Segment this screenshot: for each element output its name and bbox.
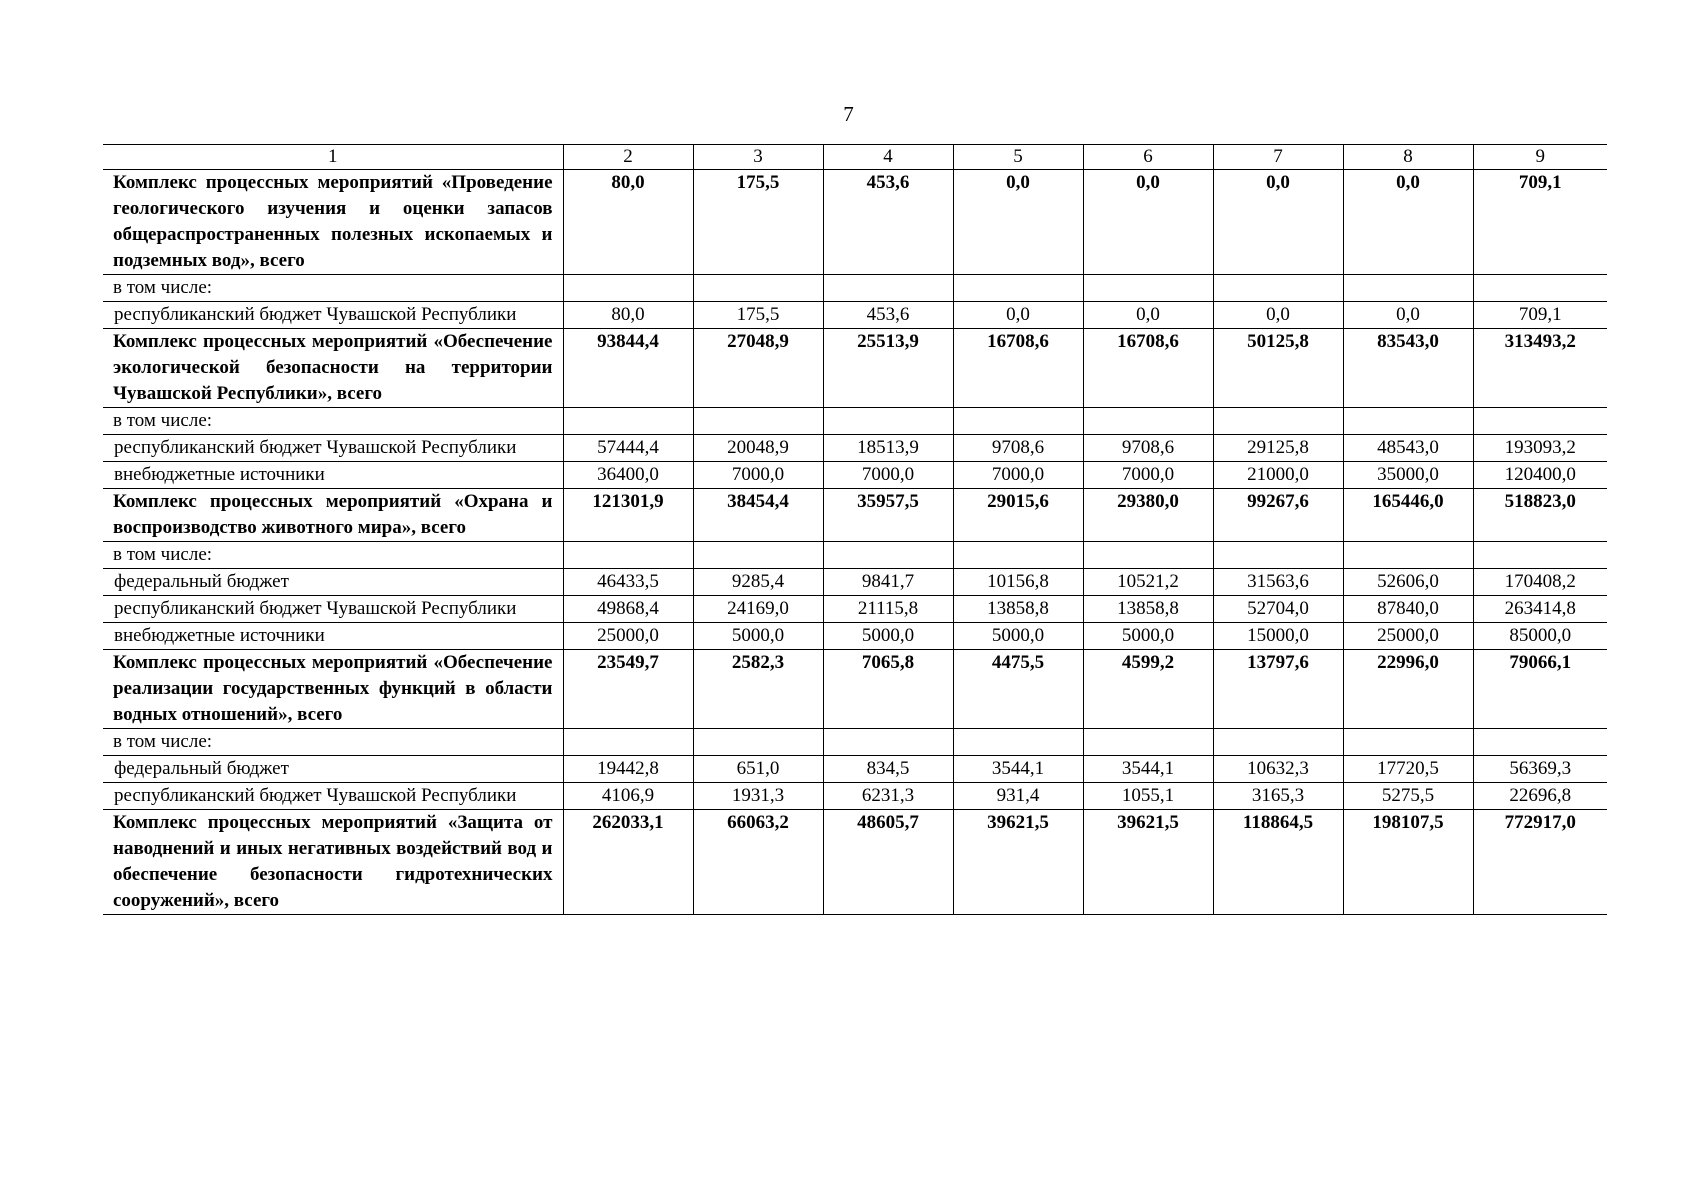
value-cell: 651,0 (693, 756, 823, 783)
value-cell: 87840,0 (1343, 596, 1473, 623)
row-label: Комплекс процессных мероприятий «Обеспечение экологической безопасности на территории Чувашской Республики», всего (103, 329, 563, 408)
value-cell: 29015,6 (953, 489, 1083, 542)
value-cell: 57444,4 (563, 435, 693, 462)
value-cell: 0,0 (1213, 302, 1343, 329)
value-cell: 29125,8 (1213, 435, 1343, 462)
value-cell (1343, 275, 1473, 302)
value-cell (823, 408, 953, 435)
column-header-7: 7 (1213, 145, 1343, 170)
value-cell: 7065,8 (823, 650, 953, 729)
value-cell: 5000,0 (693, 623, 823, 650)
value-cell (563, 408, 693, 435)
row-label: внебюджетные источники (103, 462, 563, 489)
value-cell: 3544,1 (1083, 756, 1213, 783)
page-number: 7 (843, 102, 854, 126)
value-cell (823, 275, 953, 302)
value-cell (693, 275, 823, 302)
value-cell: 9841,7 (823, 569, 953, 596)
value-cell: 931,4 (953, 783, 1083, 810)
value-cell: 4475,5 (953, 650, 1083, 729)
value-cell (953, 729, 1083, 756)
value-cell: 46433,5 (563, 569, 693, 596)
table-row (103, 329, 1607, 408)
column-header-8: 8 (1343, 145, 1473, 170)
value-cell: 2582,3 (693, 650, 823, 729)
value-cell: 709,1 (1473, 302, 1607, 329)
budget-table (103, 144, 1607, 915)
value-cell (1343, 408, 1473, 435)
value-cell: 198107,5 (1343, 810, 1473, 915)
table-row (103, 275, 1607, 302)
value-cell (1343, 542, 1473, 569)
value-cell (563, 729, 693, 756)
value-cell (1473, 729, 1607, 756)
value-cell (823, 729, 953, 756)
row-label: федеральный бюджет (103, 756, 563, 783)
value-cell: 48543,0 (1343, 435, 1473, 462)
value-cell (1473, 275, 1607, 302)
value-cell: 4599,2 (1083, 650, 1213, 729)
value-cell (953, 542, 1083, 569)
table-row (103, 302, 1607, 329)
value-cell: 13858,8 (953, 596, 1083, 623)
value-cell: 6231,3 (823, 783, 953, 810)
table-header-row (103, 145, 1607, 170)
table-row (103, 756, 1607, 783)
value-cell: 48605,7 (823, 810, 953, 915)
value-cell (1213, 275, 1343, 302)
table-row (103, 623, 1607, 650)
value-cell: 19442,8 (563, 756, 693, 783)
value-cell (1473, 408, 1607, 435)
value-cell: 175,5 (693, 170, 823, 275)
value-cell: 25513,9 (823, 329, 953, 408)
value-cell: 3544,1 (953, 756, 1083, 783)
value-cell: 39621,5 (1083, 810, 1213, 915)
value-cell (1083, 408, 1213, 435)
value-cell: 453,6 (823, 302, 953, 329)
value-cell: 21000,0 (1213, 462, 1343, 489)
column-header-1: 1 (103, 145, 563, 170)
value-cell: 36400,0 (563, 462, 693, 489)
value-cell: 165446,0 (1343, 489, 1473, 542)
value-cell: 27048,9 (693, 329, 823, 408)
row-label: республиканский бюджет Чувашской Республики (103, 435, 563, 462)
value-cell: 22696,8 (1473, 783, 1607, 810)
value-cell (1473, 542, 1607, 569)
value-cell: 49868,4 (563, 596, 693, 623)
row-label: в том числе: (103, 542, 563, 569)
row-label: Комплекс процессных мероприятий «Проведение геологического изучения и оценки запасов общераспространенных полезных ископаемых и подземных вод», всего (103, 170, 563, 275)
table-row (103, 462, 1607, 489)
value-cell: 16708,6 (953, 329, 1083, 408)
column-header-9: 9 (1473, 145, 1607, 170)
value-cell: 7000,0 (1083, 462, 1213, 489)
value-cell (823, 542, 953, 569)
value-cell (563, 275, 693, 302)
value-cell: 13858,8 (1083, 596, 1213, 623)
value-cell: 13797,6 (1213, 650, 1343, 729)
row-label: республиканский бюджет Чувашской Республики (103, 783, 563, 810)
column-header-3: 3 (693, 145, 823, 170)
value-cell: 7000,0 (953, 462, 1083, 489)
value-cell: 56369,3 (1473, 756, 1607, 783)
table-row (103, 542, 1607, 569)
value-cell (693, 542, 823, 569)
value-cell: 99267,6 (1213, 489, 1343, 542)
value-cell: 10156,8 (953, 569, 1083, 596)
value-cell (1083, 542, 1213, 569)
value-cell: 5000,0 (823, 623, 953, 650)
value-cell: 772917,0 (1473, 810, 1607, 915)
value-cell: 0,0 (1343, 170, 1473, 275)
table-row (103, 596, 1607, 623)
table-row (103, 435, 1607, 462)
row-label: в том числе: (103, 408, 563, 435)
value-cell: 4106,9 (563, 783, 693, 810)
value-cell: 5000,0 (953, 623, 1083, 650)
value-cell: 21115,8 (823, 596, 953, 623)
table-row (103, 170, 1607, 275)
value-cell: 834,5 (823, 756, 953, 783)
value-cell: 1055,1 (1083, 783, 1213, 810)
value-cell: 313493,2 (1473, 329, 1607, 408)
table-row (103, 810, 1607, 915)
value-cell: 0,0 (1213, 170, 1343, 275)
row-label: Комплекс процессных мероприятий «Защита от наводнений и иных негативных воздействий вод и обеспечение безопасности гидротехнических сооружений», всего (103, 810, 563, 915)
row-label: республиканский бюджет Чувашской Республики (103, 302, 563, 329)
value-cell: 52606,0 (1343, 569, 1473, 596)
value-cell: 193093,2 (1473, 435, 1607, 462)
value-cell: 80,0 (563, 302, 693, 329)
value-cell: 52704,0 (1213, 596, 1343, 623)
value-cell: 23549,7 (563, 650, 693, 729)
table-row (103, 783, 1607, 810)
row-label: федеральный бюджет (103, 569, 563, 596)
value-cell: 29380,0 (1083, 489, 1213, 542)
value-cell: 50125,8 (1213, 329, 1343, 408)
value-cell (1083, 729, 1213, 756)
value-cell: 83543,0 (1343, 329, 1473, 408)
value-cell (1083, 275, 1213, 302)
value-cell: 10632,3 (1213, 756, 1343, 783)
value-cell: 9708,6 (953, 435, 1083, 462)
value-cell: 80,0 (563, 170, 693, 275)
value-cell: 17720,5 (1343, 756, 1473, 783)
value-cell: 20048,9 (693, 435, 823, 462)
row-label: республиканский бюджет Чувашской Республики (103, 596, 563, 623)
value-cell: 35000,0 (1343, 462, 1473, 489)
value-cell: 0,0 (1083, 302, 1213, 329)
value-cell (1213, 729, 1343, 756)
row-label: Комплекс процессных мероприятий «Охрана и воспроизводство животного мира», всего (103, 489, 563, 542)
table-row (103, 729, 1607, 756)
value-cell: 121301,9 (563, 489, 693, 542)
value-cell: 709,1 (1473, 170, 1607, 275)
table-row (103, 569, 1607, 596)
value-cell (563, 542, 693, 569)
value-cell: 15000,0 (1213, 623, 1343, 650)
column-header-2: 2 (563, 145, 693, 170)
value-cell: 0,0 (1343, 302, 1473, 329)
row-label: в том числе: (103, 275, 563, 302)
row-label: внебюджетные источники (103, 623, 563, 650)
value-cell: 175,5 (693, 302, 823, 329)
value-cell: 1931,3 (693, 783, 823, 810)
value-cell (1213, 542, 1343, 569)
value-cell: 518823,0 (1473, 489, 1607, 542)
table-row (103, 408, 1607, 435)
value-cell: 22996,0 (1343, 650, 1473, 729)
value-cell: 66063,2 (693, 810, 823, 915)
table-row (103, 650, 1607, 729)
value-cell: 16708,6 (1083, 329, 1213, 408)
value-cell: 39621,5 (953, 810, 1083, 915)
row-label: Комплекс процессных мероприятий «Обеспечение реализации государственных функций в области водных отношений», всего (103, 650, 563, 729)
value-cell: 79066,1 (1473, 650, 1607, 729)
table-row (103, 489, 1607, 542)
value-cell: 5000,0 (1083, 623, 1213, 650)
value-cell (693, 408, 823, 435)
value-cell: 38454,4 (693, 489, 823, 542)
value-cell: 7000,0 (823, 462, 953, 489)
value-cell: 170408,2 (1473, 569, 1607, 596)
column-header-5: 5 (953, 145, 1083, 170)
value-cell: 263414,8 (1473, 596, 1607, 623)
value-cell: 18513,9 (823, 435, 953, 462)
column-header-4: 4 (823, 145, 953, 170)
row-label: в том числе: (103, 729, 563, 756)
value-cell: 262033,1 (563, 810, 693, 915)
value-cell: 120400,0 (1473, 462, 1607, 489)
value-cell: 9708,6 (1083, 435, 1213, 462)
value-cell: 5275,5 (1343, 783, 1473, 810)
value-cell (953, 275, 1083, 302)
value-cell: 25000,0 (563, 623, 693, 650)
value-cell: 453,6 (823, 170, 953, 275)
value-cell: 31563,6 (1213, 569, 1343, 596)
value-cell: 118864,5 (1213, 810, 1343, 915)
value-cell: 0,0 (953, 170, 1083, 275)
value-cell: 25000,0 (1343, 623, 1473, 650)
value-cell: 93844,4 (563, 329, 693, 408)
value-cell: 35957,5 (823, 489, 953, 542)
value-cell (1213, 408, 1343, 435)
column-header-6: 6 (1083, 145, 1213, 170)
value-cell: 3165,3 (1213, 783, 1343, 810)
value-cell: 10521,2 (1083, 569, 1213, 596)
value-cell (953, 408, 1083, 435)
value-cell (693, 729, 823, 756)
value-cell: 9285,4 (693, 569, 823, 596)
value-cell: 0,0 (953, 302, 1083, 329)
value-cell (1343, 729, 1473, 756)
value-cell: 7000,0 (693, 462, 823, 489)
value-cell: 24169,0 (693, 596, 823, 623)
value-cell: 85000,0 (1473, 623, 1607, 650)
value-cell: 0,0 (1083, 170, 1213, 275)
